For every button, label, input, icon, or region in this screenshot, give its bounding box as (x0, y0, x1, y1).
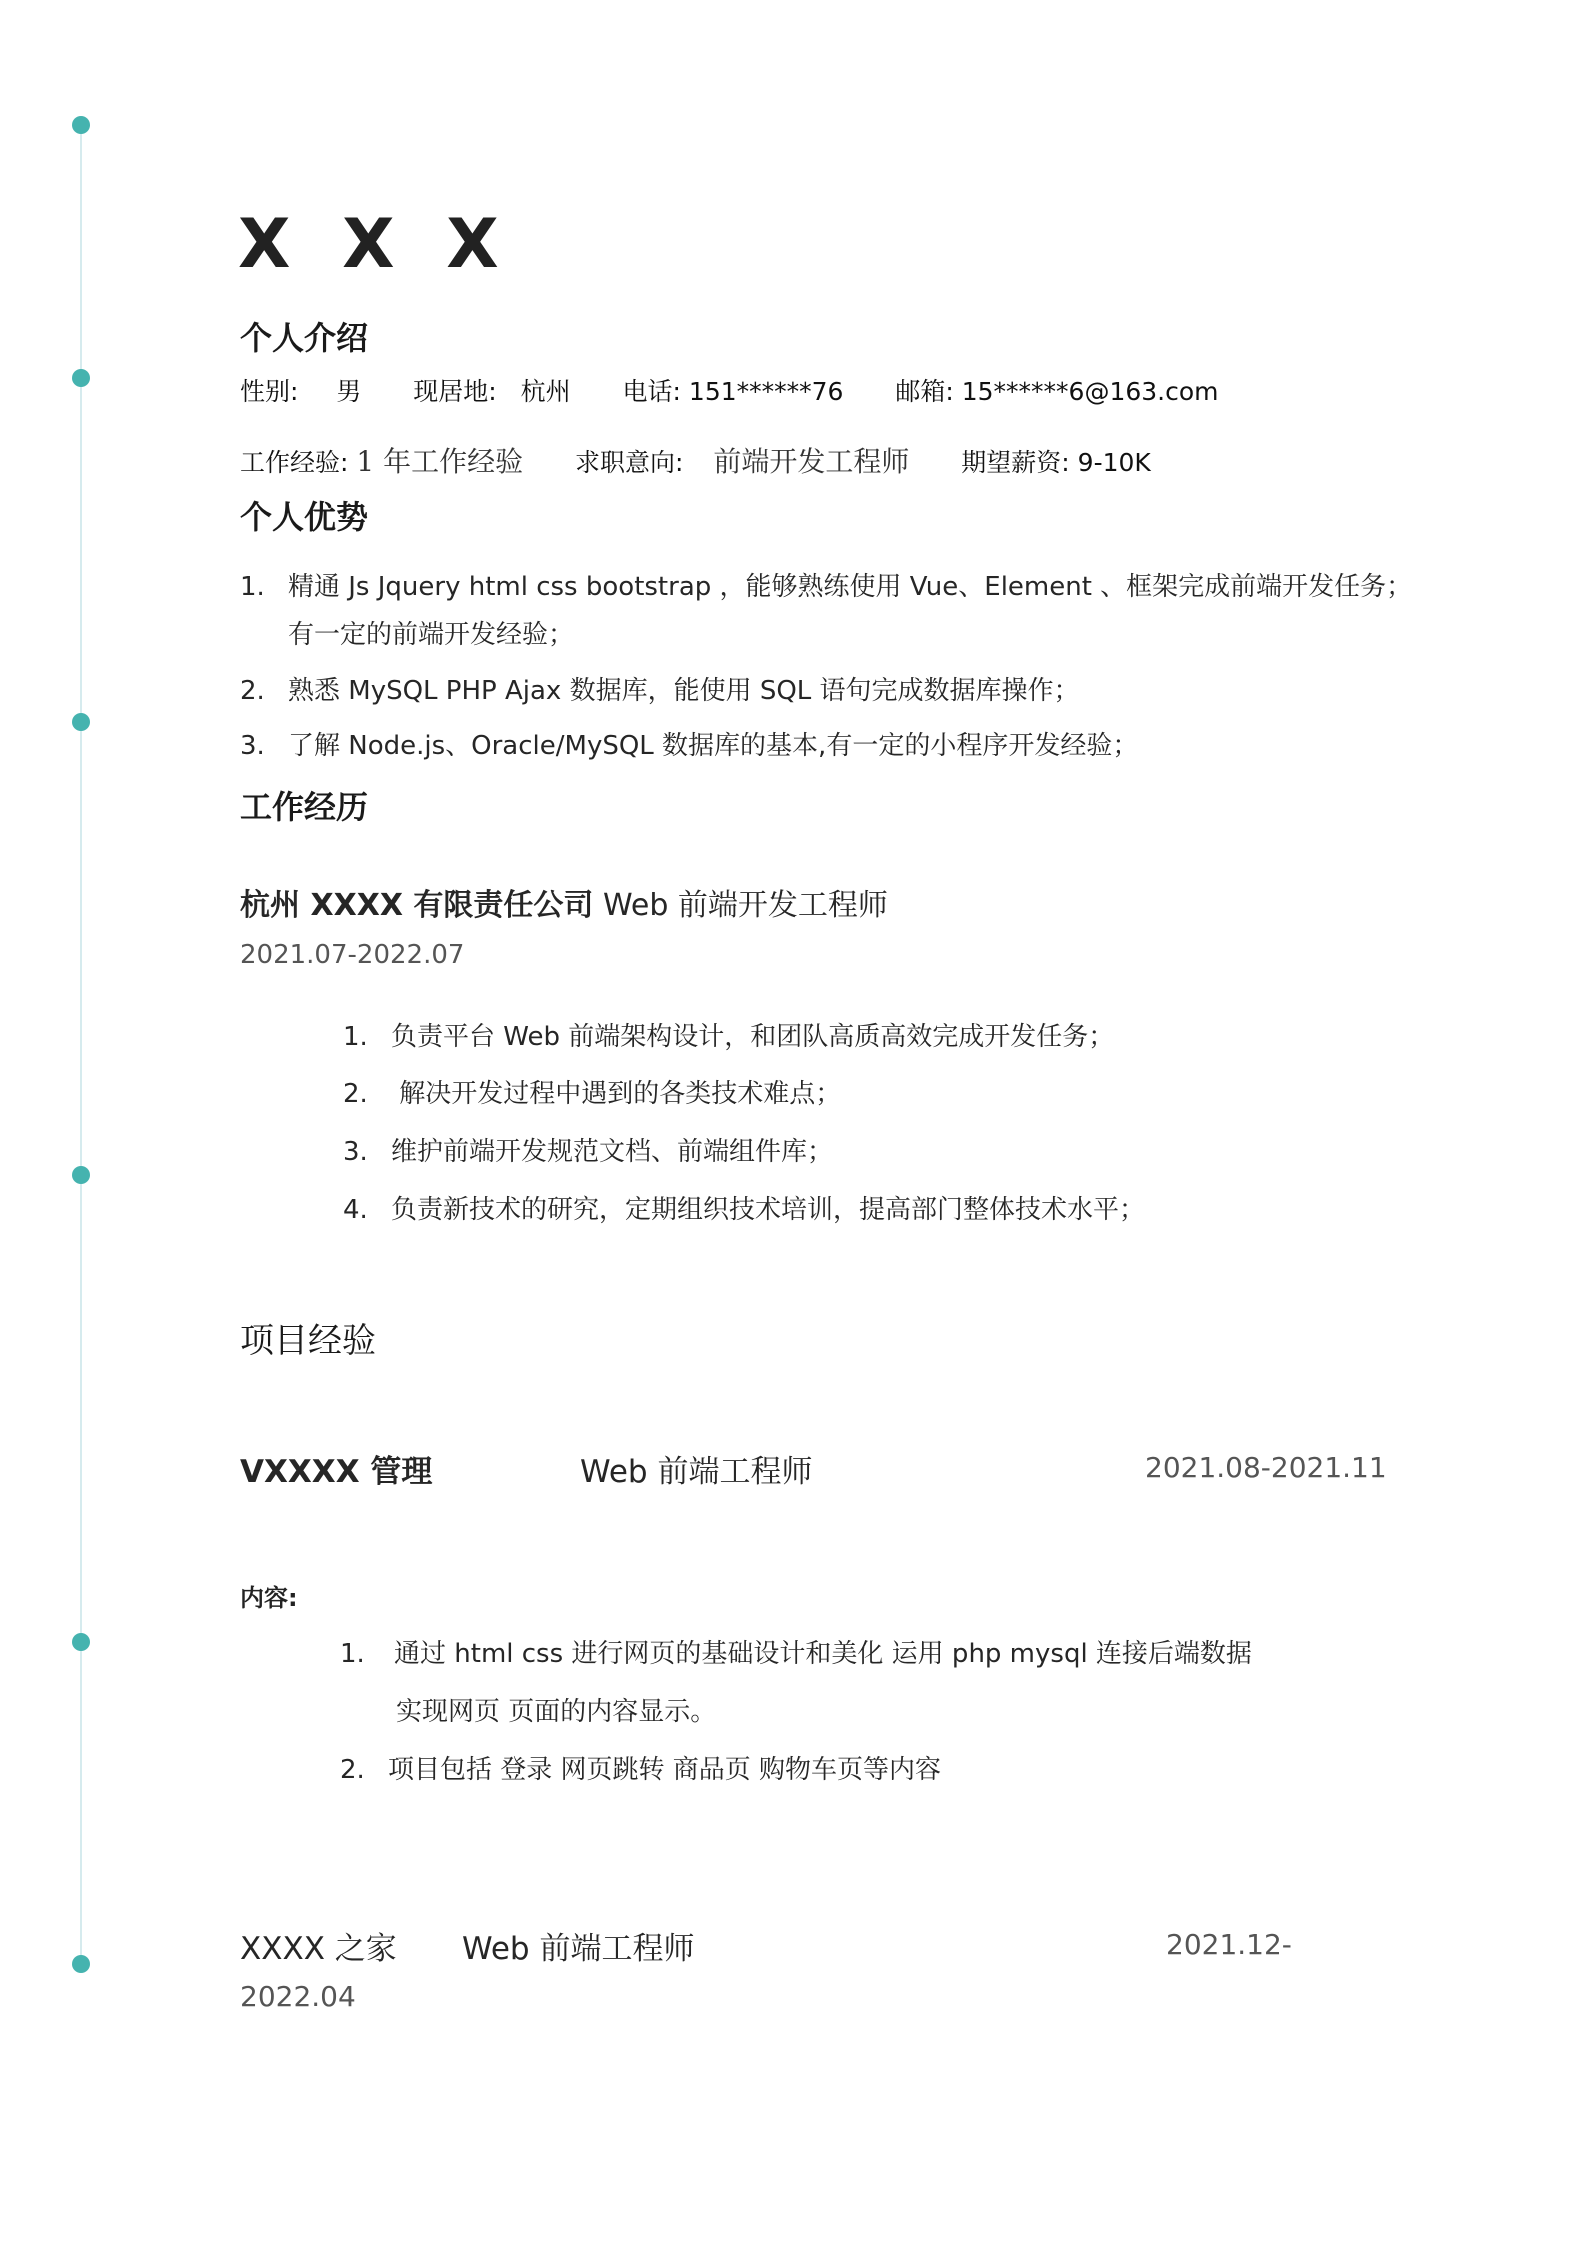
project-name: VXXXX 管理 (240, 1454, 433, 1490)
list-item: 1. 通过 html css 进行网页的基础设计和美化 运用 php mysql 连接后端数据 (340, 1639, 1252, 1669)
list-item-continuation: 实现网页 页面的内容显示。 (396, 1697, 717, 1727)
work-role: Web 前端开发工程师 (602, 888, 888, 923)
location-value: 杭州 (520, 377, 571, 406)
list-item: 3. 维护前端开发规范文档、前端组件库； (343, 1137, 834, 1167)
resume-name: X X X (238, 205, 513, 284)
section-title-strengths: 个人优势 (240, 498, 369, 536)
profile-row-1 (240, 372, 1219, 408)
timeline-dot (72, 369, 90, 387)
gender-label: 性别: (240, 377, 299, 406)
list-item: 1. 精通 Js Jquery html css bootstrap ，能够熟练使用 Vue、Element 、框架完成前端开发任务； (240, 572, 1413, 602)
project-period: 2021.08-2021.11 (1145, 1451, 1387, 1484)
email-value: 15******6@163.com (961, 377, 1219, 406)
list-item: 2. 熟悉 MySQL PHP Ajax 数据库，能使用 SQL 语句完成数据库操作； (240, 676, 1080, 706)
gender-value: 男 (336, 377, 362, 406)
project-role: Web 前端工程师 (580, 1454, 813, 1490)
section-title-intro: 个人介绍 (240, 319, 369, 357)
timeline-dot (72, 116, 90, 134)
timeline-dot (72, 1955, 90, 1973)
project-name: XXXX 之家 (240, 1931, 397, 1967)
experience-value: 1 年工作经验 (356, 445, 524, 478)
profile-row-2 (240, 440, 1151, 480)
work-company-line (240, 880, 888, 924)
salary-label: 期望薪资: (961, 448, 1070, 477)
phone-label: 电话: (622, 377, 681, 406)
salary-value: 9-10K (1077, 448, 1151, 477)
timeline-dot (72, 713, 90, 731)
section-title-work: 工作经历 (240, 788, 369, 826)
project-content-label: 内容: (240, 1584, 298, 1612)
list-item: 2. 解决开发过程中遇到的各类技术难点； (343, 1079, 842, 1109)
company-name: 杭州 XXXX 有限责任公司 (240, 888, 594, 923)
timeline-line (80, 125, 82, 1965)
experience-label: 工作经验: (240, 448, 349, 477)
intent-label: 求职意向: (575, 448, 684, 477)
list-item: 1. 负责平台 Web 前端架构设计，和团队高质高效完成开发任务； (343, 1022, 1115, 1052)
section-title-projects: 项目经验 (240, 1321, 376, 1361)
intent-value: 前端开发工程师 (713, 445, 910, 478)
list-item: 3. 了解 Node.js、Oracle/MySQL 数据库的基本,有一定的小程序开发经验； (240, 731, 1139, 761)
phone-value: 151******76 (688, 377, 844, 406)
list-item: 2. 项目包括 登录 网页跳转 商品页 购物车页等内容 (340, 1755, 942, 1785)
location-label: 现居地: (413, 377, 497, 406)
list-item-continuation: 有一定的前端开发经验； (288, 620, 575, 650)
timeline-dot (72, 1633, 90, 1651)
timeline-dot (72, 1166, 90, 1184)
project-period-end: 2022.04 (240, 1980, 356, 2013)
email-label: 邮箱: (895, 377, 954, 406)
work-period: 2021.07-2022.07 (240, 940, 465, 970)
project-role: Web 前端工程师 (462, 1931, 695, 1967)
list-item: 4. 负责新技术的研究，定期组织技术培训，提高部门整体技术水平； (343, 1195, 1146, 1225)
project-period-start: 2021.12- (1166, 1928, 1292, 1961)
